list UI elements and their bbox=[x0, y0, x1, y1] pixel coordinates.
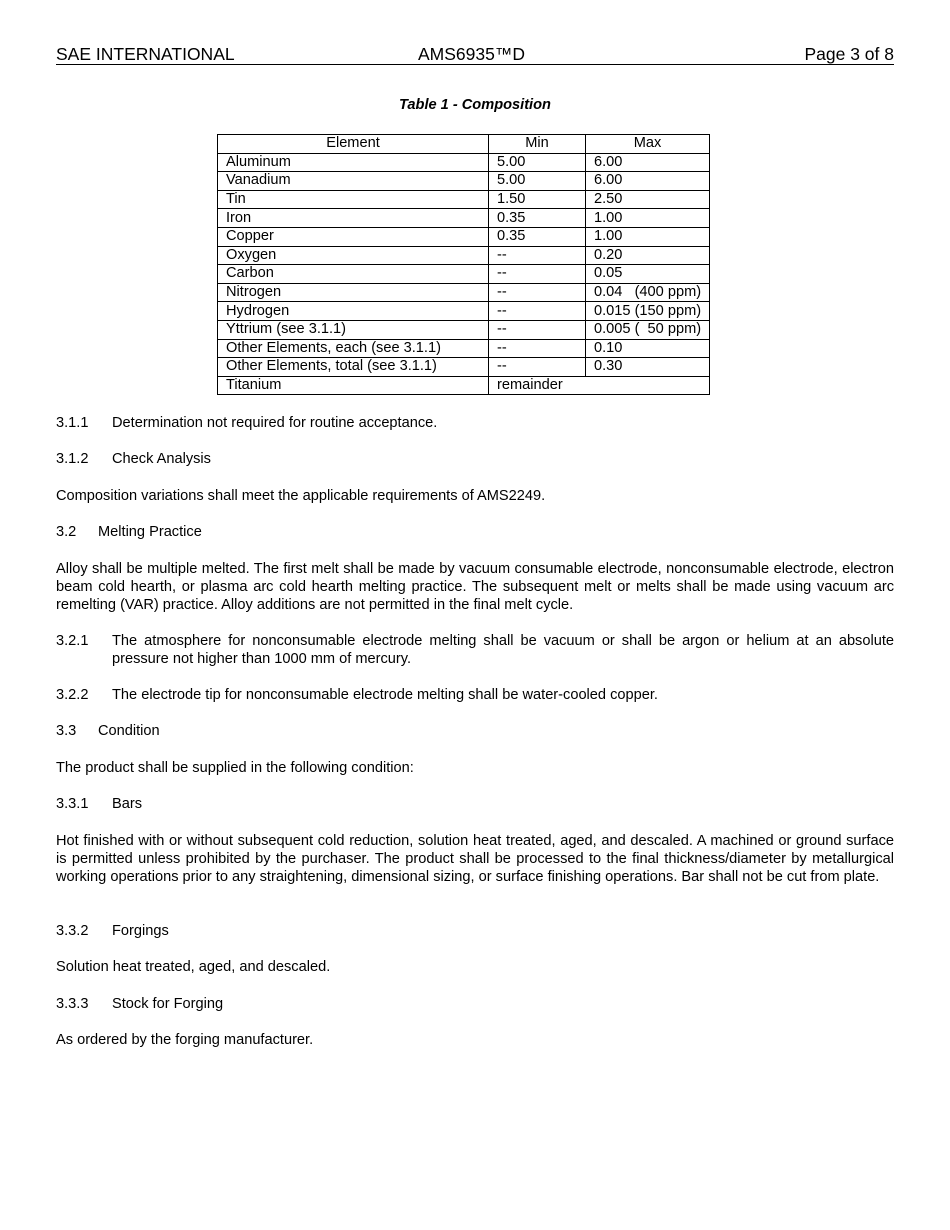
table-row bbox=[218, 358, 710, 377]
table-caption: Table 1 - Composition bbox=[399, 97, 551, 113]
table-row bbox=[218, 320, 710, 339]
element-cell: Titanium bbox=[218, 376, 489, 395]
remainder-cell: remainder bbox=[489, 376, 710, 395]
table-row bbox=[218, 172, 710, 191]
element-cell: Other Elements, each (see 3.1.1) bbox=[218, 339, 489, 358]
section-number: 3.2 bbox=[56, 524, 77, 540]
composition-table bbox=[217, 134, 710, 395]
element-cell: Other Elements, total (see 3.1.1) bbox=[218, 358, 489, 377]
min-cell: -- bbox=[489, 358, 586, 377]
min-cell: -- bbox=[489, 283, 586, 302]
max-cell: 0.005 ( 50 ppm) bbox=[586, 320, 710, 339]
column-header-min: Min bbox=[489, 135, 586, 154]
element-cell: Iron bbox=[218, 209, 489, 228]
paragraph-stock-for-forging: As ordered by the forging manufacturer. bbox=[56, 1032, 314, 1048]
min-cell: 5.00 bbox=[489, 172, 586, 191]
element-cell: Nitrogen bbox=[218, 283, 489, 302]
element-cell: Yttrium (see 3.1.1) bbox=[218, 320, 489, 339]
section-title: Melting Practice bbox=[98, 524, 202, 540]
min-cell: 0.35 bbox=[489, 209, 586, 228]
min-cell: -- bbox=[489, 302, 586, 321]
section-text: The electrode tip for nonconsumable electrode melting shall be water-cooled copper. bbox=[112, 687, 658, 703]
section-title: Stock for Forging bbox=[112, 996, 224, 1012]
table-row bbox=[218, 302, 710, 321]
section-title: Bars bbox=[112, 796, 143, 812]
min-cell: -- bbox=[489, 246, 586, 265]
table-row bbox=[218, 376, 710, 395]
element-cell: Tin bbox=[218, 190, 489, 209]
section-number: 3.3 bbox=[56, 723, 77, 739]
table-row bbox=[218, 283, 710, 302]
element-cell: Aluminum bbox=[218, 153, 489, 172]
section-number: 3.1.1 bbox=[56, 415, 89, 431]
min-cell: 5.00 bbox=[489, 153, 586, 172]
max-cell: 0.015 (150 ppm) bbox=[586, 302, 710, 321]
section-title: Forgings bbox=[112, 923, 169, 939]
header-doc-number: AMS6935™D bbox=[418, 44, 525, 64]
section-title: Condition bbox=[98, 723, 160, 739]
table-header-row bbox=[218, 135, 710, 154]
section-number: 3.3.2 bbox=[56, 923, 89, 939]
section-text: The atmosphere for nonconsumable electrode melting shall be vacuum or shall be argon or helium at an absolute pressure not higher than 1000 mm of mercury. bbox=[112, 633, 894, 668]
section-number: 3.3.3 bbox=[56, 996, 89, 1012]
table-row bbox=[218, 153, 710, 172]
section-number: 3.2.2 bbox=[56, 687, 89, 703]
page-header bbox=[56, 44, 894, 65]
column-header-element: Element bbox=[218, 135, 489, 154]
paragraph-melting-practice: Alloy shall be multiple melted. The first melt shall be made by vacuum consumable electrode, nonconsumable electrode, electron beam cold hearth, or plasma arc cold hearth melting practice. The subsequent melt or melts shall be made using vacuum arc remelting (VAR) practice. Alloy additions are not permitted in the final melt cycle. bbox=[56, 561, 894, 614]
section-number: 3.2.1 bbox=[56, 633, 89, 649]
section-number: 3.3.1 bbox=[56, 796, 89, 812]
header-org: SAE INTERNATIONAL bbox=[56, 44, 235, 64]
element-cell: Hydrogen bbox=[218, 302, 489, 321]
max-cell: 0.05 bbox=[586, 265, 710, 284]
element-cell: Oxygen bbox=[218, 246, 489, 265]
max-cell: 1.00 bbox=[586, 209, 710, 228]
paragraph-bars: Hot finished with or without subsequent cold reduction, solution heat treated, aged, and descaled. A machined or ground surface is permitted unless prohibited by the purchaser. The product shall be processed to the final thickness/diameter by metallurgical working operations prior to any straightening, dimensional sizing, or surface finishing operations. Bar shall not be cut from plate. bbox=[56, 833, 894, 886]
max-cell: 6.00 bbox=[586, 153, 710, 172]
max-cell: 2.50 bbox=[586, 190, 710, 209]
min-cell: -- bbox=[489, 339, 586, 358]
max-cell: 0.10 bbox=[586, 339, 710, 358]
paragraph-forgings: Solution heat treated, aged, and descaled. bbox=[56, 959, 331, 975]
table-row bbox=[218, 265, 710, 284]
section-title: Check Analysis bbox=[112, 451, 211, 467]
section-number: 3.1.2 bbox=[56, 451, 89, 467]
table-row bbox=[218, 190, 710, 209]
table-row bbox=[218, 209, 710, 228]
header-page-number: Page 3 of 8 bbox=[804, 44, 894, 64]
paragraph-check-analysis: Composition variations shall meet the applicable requirements of AMS2249. bbox=[56, 488, 546, 504]
element-cell: Copper bbox=[218, 227, 489, 246]
paragraph-condition: The product shall be supplied in the following condition: bbox=[56, 760, 414, 776]
section-text: Determination not required for routine acceptance. bbox=[112, 415, 438, 431]
max-cell: 0.30 bbox=[586, 358, 710, 377]
max-cell: 6.00 bbox=[586, 172, 710, 191]
min-cell: 0.35 bbox=[489, 227, 586, 246]
element-cell: Carbon bbox=[218, 265, 489, 284]
table-row bbox=[218, 246, 710, 265]
min-cell: -- bbox=[489, 320, 586, 339]
min-cell: -- bbox=[489, 265, 586, 284]
max-cell: 0.20 bbox=[586, 246, 710, 265]
column-header-max: Max bbox=[586, 135, 710, 154]
max-cell: 1.00 bbox=[586, 227, 710, 246]
min-cell: 1.50 bbox=[489, 190, 586, 209]
table-row bbox=[218, 339, 710, 358]
table-row bbox=[218, 227, 710, 246]
max-cell: 0.04 (400 ppm) bbox=[586, 283, 710, 302]
element-cell: Vanadium bbox=[218, 172, 489, 191]
